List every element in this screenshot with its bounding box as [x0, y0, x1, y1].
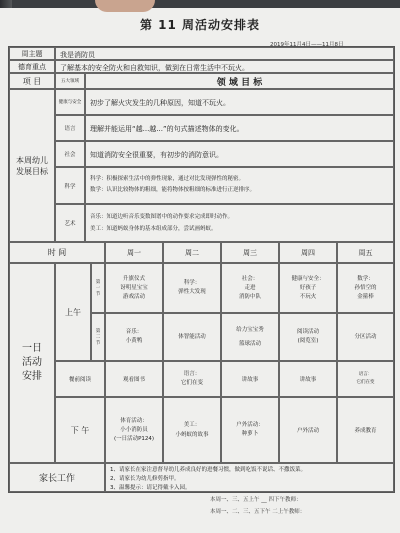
pm-tue: 美工： 小蚂蚁的故事 — [163, 397, 221, 463]
domain-health: 健康与安全 — [55, 89, 85, 115]
goal-science-1: 科学：积极探索生活中的弹性现象，通过对比发现弹性的秘密。 — [90, 176, 245, 182]
pm-mon: 体育活动： 小小消防员 (一日活动P124) — [105, 397, 163, 463]
am1-fri: 数学： 孙悟空的 金箍棒 — [337, 263, 394, 313]
am1-thu: 健康与安全： 好孩子 不玩火 — [279, 263, 337, 313]
am1-tue: 科学： 弹性大发现 — [163, 263, 221, 313]
pm-label: 下 午 — [55, 397, 105, 463]
teacher-sign-2: 本周一、二、三、五下午 二上午教师： — [210, 509, 306, 515]
domain-social: 社会 — [55, 141, 85, 167]
parent-items — [105, 463, 394, 492]
reading-wed: 讲故事 — [221, 361, 279, 397]
reading-fri: 语言： 它们在变 — [337, 361, 394, 397]
theme-label: 周主题 — [9, 47, 55, 60]
goal-header: 领 域 目 标 — [85, 73, 394, 89]
finger-thumb — [95, 0, 155, 12]
day-fri: 周五 — [337, 242, 394, 263]
parent-item-2: 2、请家长为幼儿修剪指甲。 — [110, 476, 180, 482]
am2-thu: 阅读活动 (阅览室) — [279, 313, 337, 361]
day-tue: 周二 — [163, 242, 221, 263]
day-wed: 周三 — [221, 242, 279, 263]
goal-art-2: 美工：知道蚂蚁身体的基本组成部分，尝试画蚂蚁。 — [90, 226, 217, 232]
moral-value: 了解基本的安全防火和自救知识，做到在日常生活中不玩火。 — [55, 60, 394, 73]
am2-mon: 音乐： 小黄鸭 — [105, 313, 163, 361]
reading-label: 餐前阅读 — [55, 361, 105, 397]
goal-art-1: 音乐：知道边听音乐变数图谱中的动作要求完成即时动作。 — [90, 214, 234, 220]
am1-mon: 升旗仪式 讶明星宝宝 游戏活动 — [105, 263, 163, 313]
pm-thu: 户外活动 — [279, 397, 337, 463]
time-label: 时 间 — [9, 242, 105, 263]
second-section: 第二节 — [91, 313, 105, 361]
moral-label: 德育重点 — [9, 60, 55, 73]
domain-art: 艺术 — [55, 204, 85, 242]
teacher-sign-1: 本周一、三、五上午 __ 四下午教师： — [210, 497, 302, 503]
parent-item-1: 1、请家长在家注意督导幼儿养成良好的进餐习惯，做到吃饭不说话、不撒饭菜。 — [110, 467, 307, 473]
parent-label: 家长工作 — [9, 463, 105, 492]
date-range: 2019年11月4日——11月8日 — [270, 42, 344, 48]
first-section: 第一节 — [91, 263, 105, 313]
parent-item-3: 3、温馨提示：请记得戴卡入园。 — [110, 485, 191, 491]
pm-wed: 户外活动： 种萝卜 — [221, 397, 279, 463]
am1-wed: 社会： 走进 消防中队 — [221, 263, 279, 313]
project-label: 项 目 — [9, 73, 55, 89]
day-thu: 周四 — [279, 242, 337, 263]
goal-health: 初步了解火灾发生的几种原因，知道不玩火。 — [85, 89, 394, 115]
reading-mon: 观看图书 — [105, 361, 163, 397]
day-mon: 周一 — [105, 242, 163, 263]
reading-tue: 语言： 它们在变 — [163, 361, 221, 397]
am2-wed: 给力宝宝秀 篮球活动 — [221, 313, 279, 361]
goal-science — [85, 167, 394, 204]
goal-science-2: 数学：认识比较物体的粗细，能将物体按粗细的标准进行正逆排序。 — [90, 187, 256, 193]
theme-value: 我是消防员 — [55, 47, 394, 60]
area-label: 五大领域 — [55, 73, 85, 89]
day-activity-label: 一日活动安排 — [9, 263, 55, 463]
domain-science: 科学 — [55, 167, 85, 204]
goal-art — [85, 204, 394, 242]
goal-social: 知道消防安全很重要，有初步的消防意识。 — [85, 141, 394, 167]
goal-language: 理解并能运用“越...越...”的句式描述物体的变化。 — [85, 115, 394, 141]
am-label: 上午 — [55, 263, 91, 361]
pm-fri: 养成教育 — [337, 397, 394, 463]
page-title: 第 11 周活动安排表 — [139, 18, 261, 32]
dev-goal-label: 本周幼儿发展目标 — [9, 89, 55, 242]
reading-thu: 讲故事 — [279, 361, 337, 397]
am2-tue: 体智能活动 — [163, 313, 221, 361]
domain-language: 语言 — [55, 115, 85, 141]
schedule-table — [8, 46, 395, 493]
am2-fri: 分区活动 — [337, 313, 394, 361]
